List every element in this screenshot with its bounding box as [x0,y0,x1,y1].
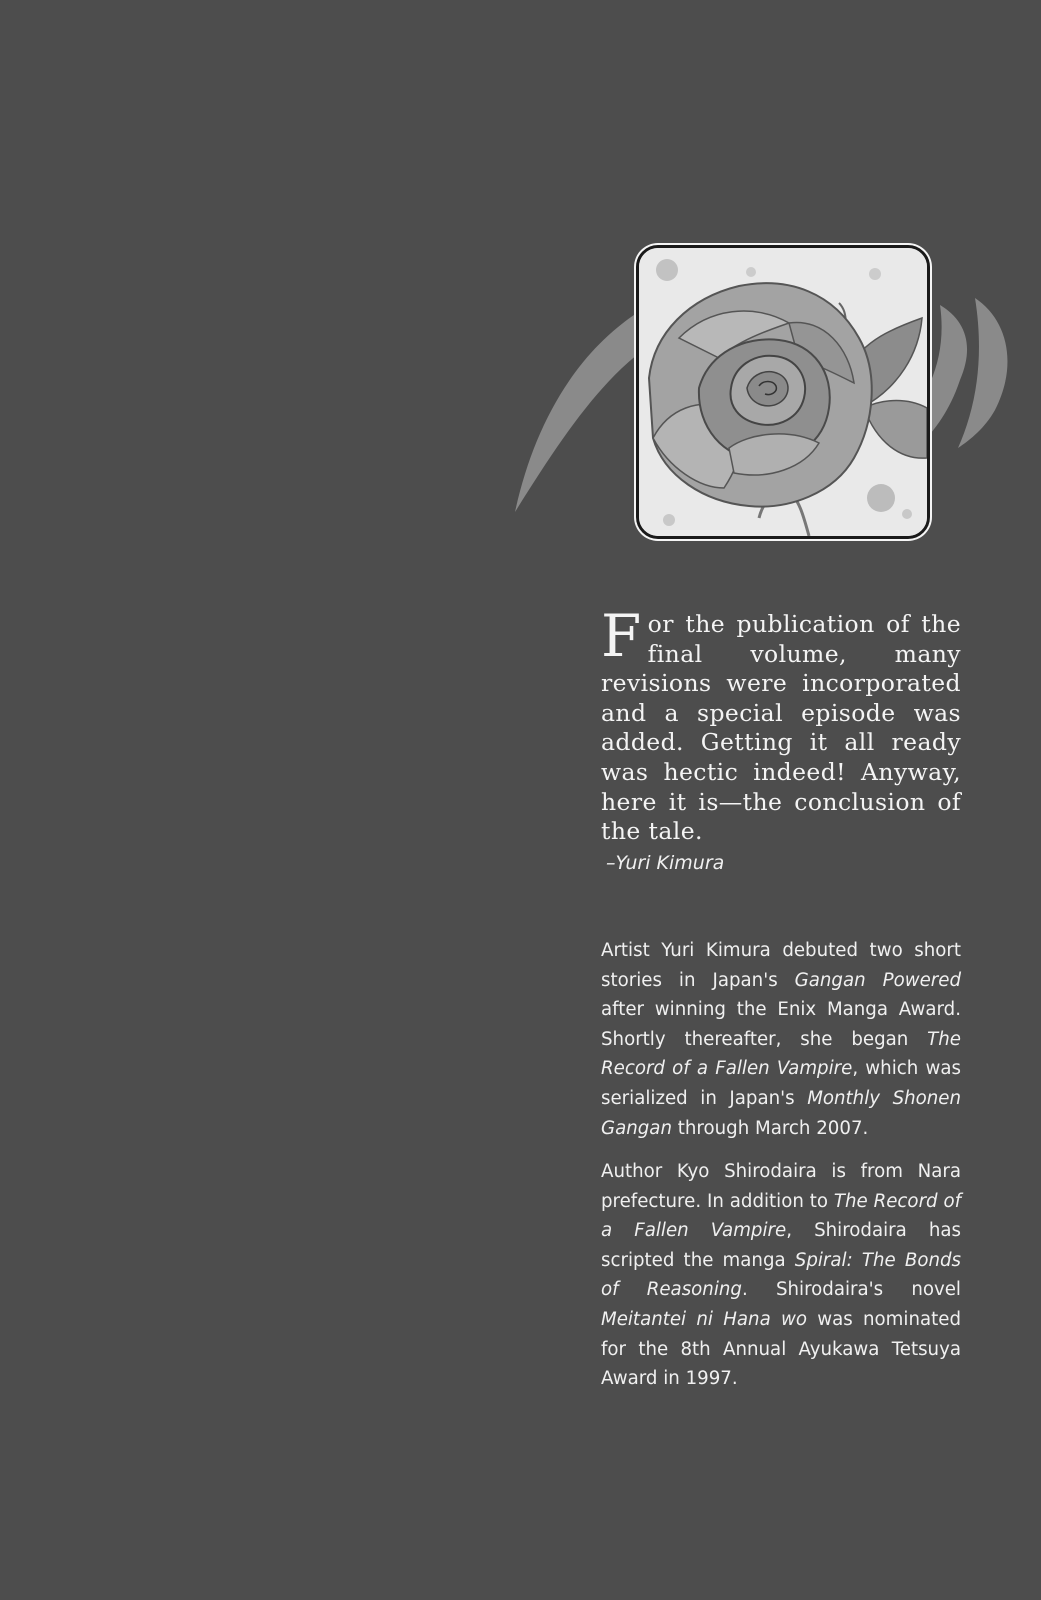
rose-icon [639,248,927,536]
title-monthly-shonen-gangan: Monthly Shonen Gangan [601,1087,962,1139]
drop-cap: F [601,602,642,670]
author-bio [601,1157,961,1394]
rose-illustration-frame [636,245,930,539]
author-bio-text: was nominated for the 8th Annual Ayukawa Tetsuya Award in 1997. [601,1308,961,1390]
artist-bio-text: through March 2007. [671,1117,869,1139]
artist-bio-text: after winning the Enix Manga Award. Shortly thereafter, she began [601,999,961,1050]
title-record-fallen-vampire: The Record of a Fallen Vampire [601,1190,961,1242]
quote-signature: –Yuri Kimura [606,852,725,874]
artist-bio [601,936,961,1143]
author-bio-text: Author Kyo Shirodaira is from Nara prefecture. In addition to [601,1161,961,1212]
author-bio-text: . Shirodaira's novel [741,1279,961,1301]
artist-bio-text: Artist Yuri Kimura debuted two short stories in Japan's [601,940,961,991]
quote-text: or the publication of the final volume, many revisions were incorporated and a special episode was added. Getting it all ready was hectic indeed! Anyway, here it is—the conclusion of the tale. [601,610,961,846]
author-bio-text: , Shirodaira has scripted the manga [601,1220,962,1271]
title-gangan-powered: Gangan Powered [794,969,961,991]
title-meitantei-ni-hana-wo: Meitantei ni Hana wo [601,1308,807,1330]
author-quote [601,602,961,847]
title-record-fallen-vampire: The Record of a Fallen Vampire [601,1028,961,1080]
title-spiral: Spiral: The Bonds of Reasoning [601,1249,961,1301]
artist-bio-text: , which was serialized in Japan's [601,1058,961,1109]
